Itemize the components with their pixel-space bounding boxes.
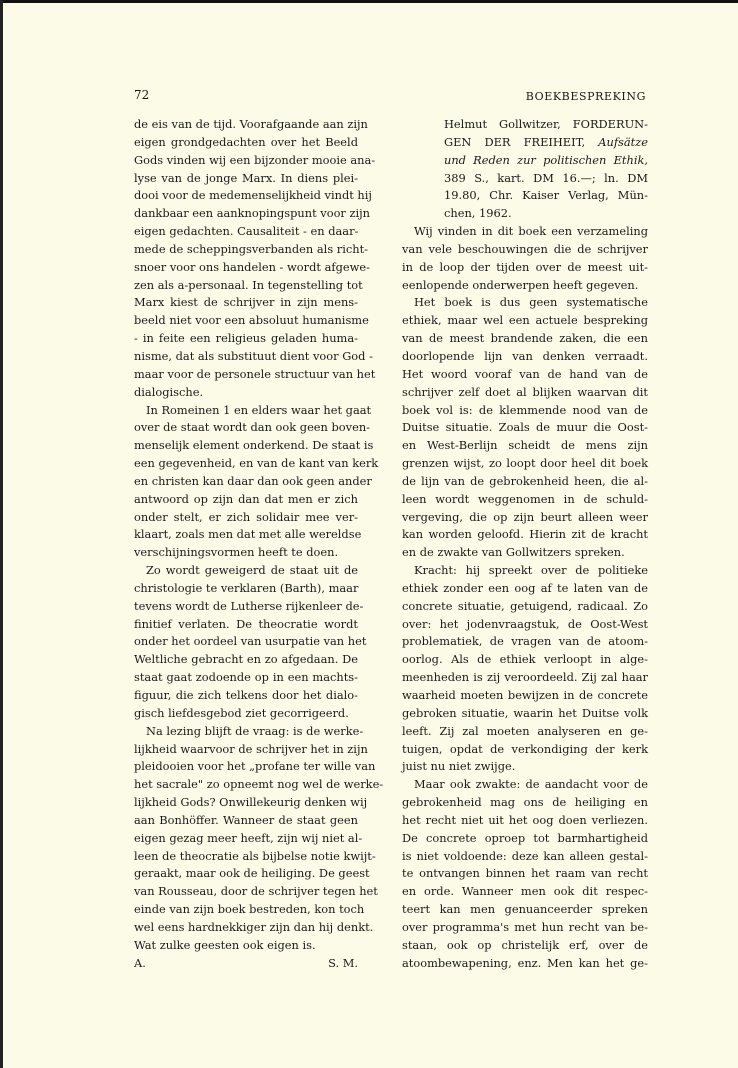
left-column-line: een gegevenheid, en van de kant van kerk — [134, 456, 379, 471]
right-column-line: waarheid moeten bewijzen in de concrete — [402, 688, 648, 702]
left-column-line: van Rousseau, door de schrijver tegen het — [134, 884, 378, 899]
right-column-line: en orde. Wanneer men ook dit respec- — [402, 884, 648, 899]
right-column-line: boek vol is: de klemmende nood van de — [402, 402, 648, 417]
right-column-line: concrete situatie, getuigend, radicaal. Zo — [402, 598, 648, 613]
left-column — [134, 116, 384, 973]
right-column-line: schrijver zelf doet al blijken waarvan dit — [402, 384, 648, 399]
left-column-line: Wat zulke geesten ook eigen is. — [134, 937, 316, 952]
left-column-line: pleidooien voor het „profane ter wille van — [134, 759, 376, 774]
right-column-line: van vele beschouwingen die de schrijver — [402, 241, 648, 256]
right-column-line: vergeving, die op zijn beurt alleen weer — [402, 509, 648, 524]
left-column-line: zen als a-personaal. In tegenstelling tot — [134, 277, 363, 292]
left-column-line: In Romeinen 1 en elders waar het gaat — [146, 402, 372, 417]
right-column-line: van de meest brandende zaken, die een — [402, 331, 648, 346]
right-column-line: gebrokenheid mag ons de heiliging en — [402, 795, 648, 810]
left-column-line: antwoord op zijn dan dat men er zich — [134, 491, 358, 506]
right-column-line: grenzen wijst, zo loopt door heel dit boek — [402, 456, 648, 471]
left-column-line: eigen gedachten. Causaliteit - en daar- — [134, 224, 359, 239]
right-column-line: te ontvangen binnen het raam van recht — [402, 866, 648, 881]
left-column-line: leen de theocratie als bijbelse notie kwijt- — [134, 848, 376, 863]
book-citation-line: 19.80, Chr. Kaiser Verlag, Mün- — [444, 188, 648, 203]
book-citation-line: GEN DER FREIHEIT, Aufsätze — [444, 134, 648, 149]
right-column-line: leeft. Zij zal moeten analyseren en ge- — [402, 723, 648, 738]
left-column-line: Weltliche gebracht en zo afgedaan. De — [134, 652, 358, 667]
right-column-line: en de zwakte van Gollwitzers spreken. — [402, 545, 625, 560]
left-column-line: - in feite een religieus geladen huma- — [134, 331, 358, 346]
right-column-line: in de loop der tijden over de meest uit- — [402, 259, 648, 274]
right-column-line: over: het jodenvraagstuk, de Oost-West — [402, 616, 648, 631]
signature-initial: A. — [134, 955, 146, 970]
right-column-line: eenlopende onderwerpen heeft gegeven. — [402, 277, 639, 292]
right-column-line: de lijn van de gebrokenheid heen, die al- — [402, 473, 648, 488]
left-column-line: aan Bonhöffer. Wanneer de staat geen — [134, 812, 358, 827]
right-column-line: problematiek, de vragen van de atoom- — [402, 634, 648, 649]
left-column-line: Na lezing blijft de vraag: is de werke- — [146, 723, 364, 738]
right-column-line: ethiek, maar wel een actuele bespreking — [402, 313, 648, 328]
left-column-line: dialogische. — [134, 384, 204, 399]
right-column-line: leen wordt weggenomen in de schuld- — [402, 491, 648, 506]
right-column-line: staan, ook op christelijk erf, over de — [402, 937, 648, 952]
left-column-line: lijkheid waarvoor de schrijver het in zijn — [134, 741, 368, 756]
left-column-line: snoer voor ons handelen - wordt afgewe- — [134, 259, 370, 274]
left-column-line: eigen gezag meer heeft, zijn wij niet al- — [134, 830, 363, 845]
left-column-line: christologie te verklaren (Barth), maar — [134, 580, 359, 595]
signature-author: S. M. — [328, 955, 358, 970]
right-column-line: Maar ook zwakte: de aandacht voor de — [414, 777, 648, 792]
left-column-line: finitief verlaten. De theocratie wordt — [134, 616, 358, 631]
right-column-line: De concrete oproep tot barmhartigheid — [402, 830, 648, 845]
right-column-line: atoombewapening, enz. Men kan het ge- — [402, 955, 648, 970]
right-column-line: Kracht: hij spreekt over de politieke — [414, 563, 648, 578]
left-column-line: verschijningsvormen heeft te doen. — [134, 545, 339, 560]
right-column-line: ethiek zonder een oog af te laten van de — [402, 580, 648, 595]
left-column-line: en christen kan daar dan ook geen ander — [134, 473, 372, 488]
right-column-line: is niet voldoende: deze kan alleen gestal- — [402, 848, 648, 863]
left-column-line: beeld niet voor een absoluut humanisme — [134, 313, 369, 328]
right-column-line: doorlopende lijn van denken verraadt. — [402, 348, 648, 363]
right-column-line: meenheden is zij veroordeeld. Zij zal haar — [402, 670, 648, 685]
left-column-line: onder het oordeel van usurpatie van het — [134, 634, 367, 649]
review-signature — [134, 955, 358, 973]
left-column-line: menselijk element onderkend. De staat is — [134, 438, 374, 453]
left-column-line: einde van zijn boek bestreden, kon toch — [134, 902, 365, 917]
left-column-line: geraakt, maar ook de heiliging. De geest — [134, 866, 370, 881]
left-column-line: lyse van de jonge Marx. In diens plei- — [134, 170, 358, 185]
right-column-line: gebroken situatie, waarin het Duitse volk — [402, 705, 648, 720]
book-citation-line: Helmut Gollwitzer, FORDERUN- — [444, 117, 648, 131]
left-column-line: nisme, dat als substituut dient voor God - — [134, 348, 373, 363]
right-column-line: en West-Berlijn scheidt de mens zijn — [402, 438, 648, 453]
right-column-line: kan worden geloofd. Hierin zit de kracht — [402, 527, 648, 542]
right-column-line: juist nu niet zwijge. — [402, 759, 516, 774]
left-column-line: Marx kiest de schrijver in zijn mens- — [134, 295, 358, 310]
right-column-line: Het boek is dus geen systematische — [414, 295, 648, 310]
book-citation-line: 389 S., kart. DM 16.—; ln. DM — [444, 170, 648, 185]
scan-top-border — [0, 0, 738, 3]
left-column-line: wel eens hardnekkiger zijn dan hij denkt. — [134, 919, 374, 934]
page-number: 72 — [134, 88, 150, 102]
left-column-line: de eis van de tijd. Voorafgaande aan zijn — [134, 117, 368, 131]
left-column-line: figuur, die zich telkens door het dialo- — [134, 688, 358, 702]
left-column-line: eigen grondgedachten over het Beeld — [134, 134, 358, 149]
right-column-line: Duitse situatie. Zoals de muur die Oost- — [402, 420, 648, 435]
left-column-line: het sacrale" zo opneemt nog wel de werke- — [134, 777, 384, 792]
scan-left-border — [0, 0, 3, 1068]
right-column — [402, 116, 648, 973]
right-column-line: over programma's met hun recht van be- — [402, 919, 648, 934]
left-column-line: klaart, zoals men dat met alle wereldse — [134, 527, 362, 542]
right-column-line: het recht niet uit het oog doen verliezen. — [402, 812, 648, 827]
left-column-line: lijkheid Gods? Onwillekeurig denken wij — [134, 795, 368, 810]
right-column-line: oorlog. Als de ethiek verloopt in alge- — [402, 652, 648, 667]
left-column-line: Zo wordt geweigerd de staat uit de — [146, 563, 358, 578]
left-column-line: mede de scheppingsverbanden als richt- — [134, 241, 369, 256]
right-column-line: teert kan men genuanceerder spreken — [402, 902, 648, 917]
left-column-line: dooi voor de medemenselijkheid vindt hij — [134, 188, 372, 203]
right-column-line: Het woord vooraf van de hand van de — [402, 366, 648, 381]
book-citation-line: chen, 1962. — [444, 206, 512, 221]
right-column-line: tuigen, opdat de verkondiging der kerk — [402, 741, 648, 756]
book-citation-line: und Reden zur politischen Ethik, — [444, 152, 648, 167]
left-column-line: tevens wordt de Lutherse rijkenleer de- — [134, 598, 364, 613]
left-column-line: gisch liefdesgebod ziet gecorrigeerd. — [134, 705, 349, 720]
left-column-line: maar voor de personele structuur van het — [134, 366, 376, 381]
left-column-line: onder stelt, er zich solidair mee ver- — [134, 509, 358, 524]
left-column-line: dankbaar een aanknopingspunt voor zijn — [134, 206, 371, 221]
right-column-line: Wij vinden in dit boek een verzameling — [414, 224, 648, 239]
left-column-line: over de staat wordt dan ook geen boven- — [134, 420, 371, 435]
running-head: BOEKBESPREKING — [525, 90, 646, 103]
left-column-line: staat gaat zodoende op in een machts- — [134, 670, 358, 685]
left-column-line: Gods vinden wij een bijzonder mooie ana- — [134, 152, 376, 167]
